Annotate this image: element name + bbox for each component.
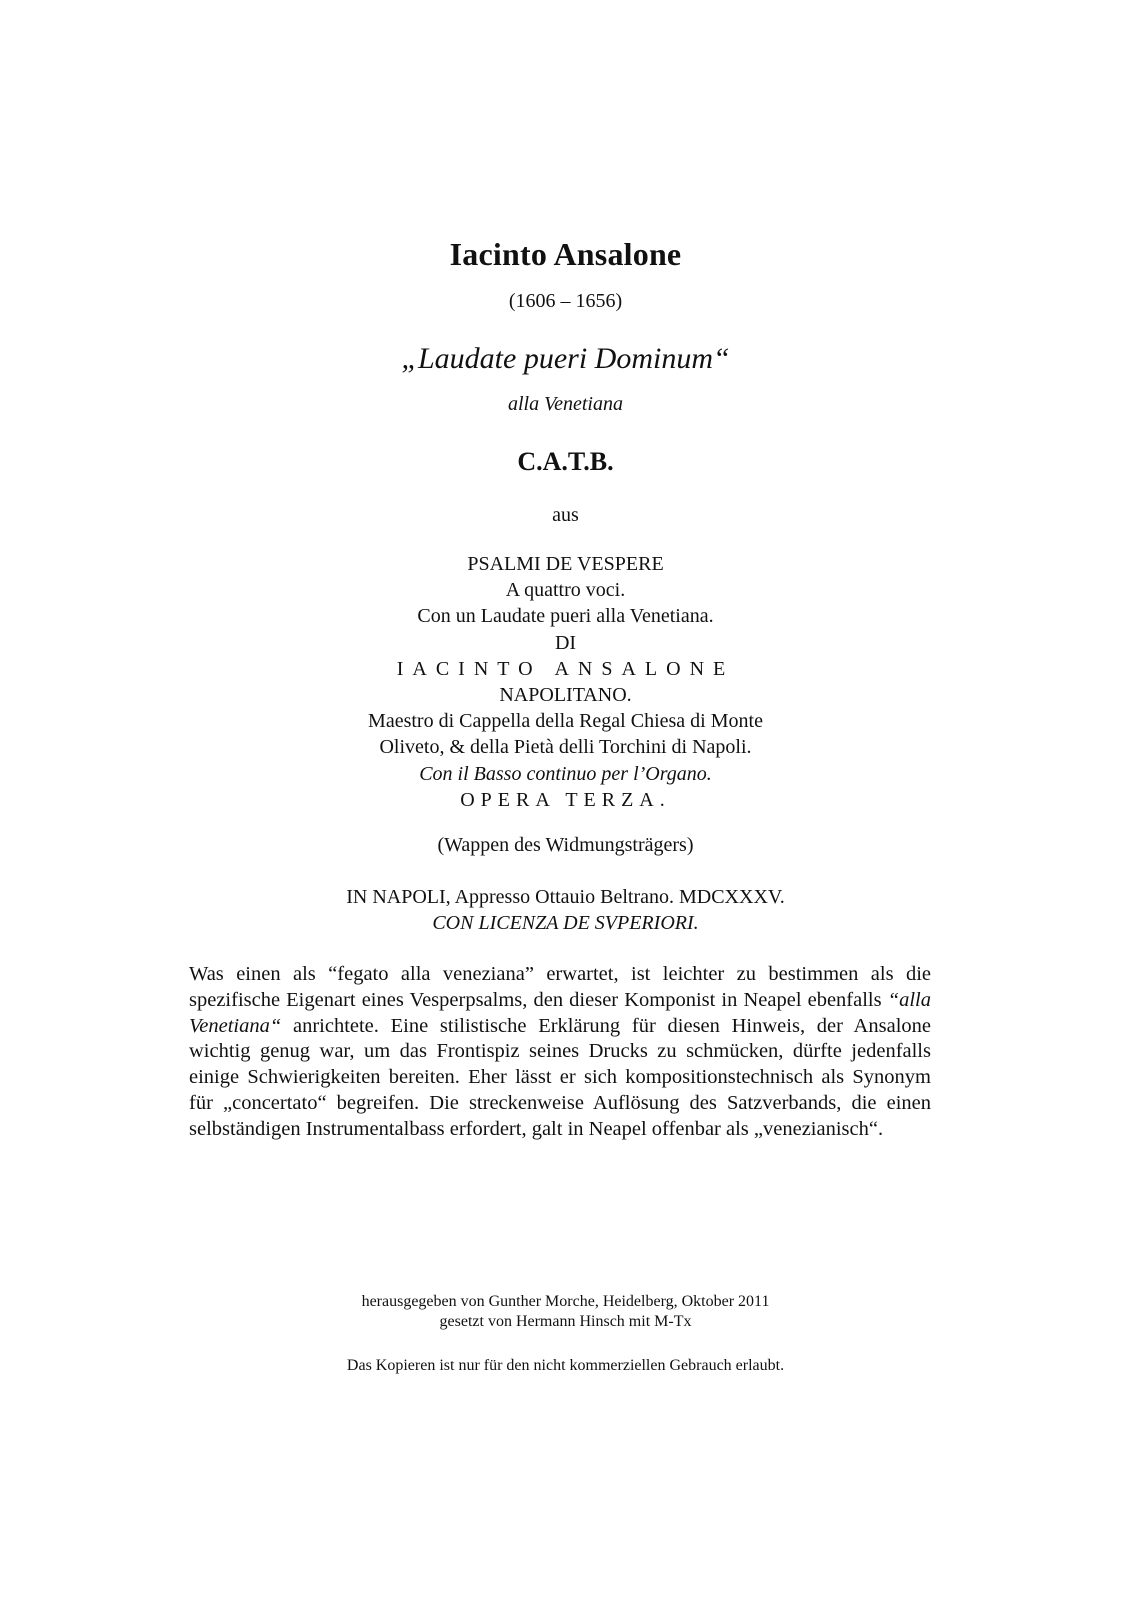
work-subtitle: alla Venetiana (508, 393, 623, 415)
commentary-paragraph (189, 962, 931, 1143)
frontispiece-title: PSALMI DE VESPERE (467, 553, 664, 575)
frontispiece-voices: A quattro voci. (505, 579, 626, 602)
typesetter-credit: gesetzt von Hermann Hinsch mit M-Tx (439, 1313, 692, 1330)
frontispiece-di: DI (554, 631, 577, 654)
frontispiece-position-1: Maestro di Cappella della Regal Chiesa di Monte (368, 710, 763, 733)
voicing: C.A.T.B. (517, 447, 614, 476)
frontispiece-opus: OPERA TERZA. (460, 788, 671, 811)
frontispiece-position-2: Oliveto, & della Pietà delli Torchini di Napoli. (379, 736, 752, 759)
frontispiece-transcription (0, 551, 1131, 813)
frontispiece-origin: NAPOLITANO. (499, 684, 632, 707)
imprint-publisher: IN NAPOLI, Appresso Ottauio Beltrano. MDCXXXV. (346, 886, 785, 908)
source-intro: aus (552, 504, 579, 526)
composer-dates: (1606 – 1656) (508, 290, 623, 312)
coat-of-arms-note: (Wappen des Widmungsträgers) (437, 834, 694, 856)
editor-credit: herausgegeben von Gunther Morche, Heidelberg, Oktober 2011 (361, 1293, 770, 1310)
commentary-text-2: anrichtete. Eine stilistische Erklärung für diesen Hinweis, der Ansalone wichtig genug war, um das Frontispiz seines Drucks zu schmücken, dürfte jedenfalls einige Schwierigkeiten bereiten. Eher lässt er sich kompositionstechnisch als Synonym für „concertato“ begreifen. Die streckenweise Auflösung des Satzverbands, die einen selbständigen Instrumentalbass erfordert, galt in Neapel offenbar als „venezianisch“. (189, 1014, 931, 1140)
credits (0, 1292, 1131, 1332)
frontispiece-composer: IACINTO ANSALONE (396, 657, 735, 680)
imprint-license: CON LICENZA DE SVPERIORI. (432, 912, 699, 934)
commentary-text-1: Was einen als “fegato alla veneziana” erwartet, ist leichter zu bestimmen als die spezifische Eigenart eines Vesperpsalms, den dieser Komponist in Neapel ebenfalls (189, 963, 931, 1011)
imprint (0, 884, 1131, 936)
composer-name: Iacinto Ansalone (449, 236, 682, 272)
commentary-emphasis: “alla Venetiana“ (189, 988, 931, 1037)
copy-notice: Das Kopieren ist nur für den nicht kommerziellen Gebrauch erlaubt. (346, 1357, 785, 1374)
frontispiece-continuo: Con il Basso continuo per l’Organo. (419, 762, 712, 785)
frontispiece-contents: Con un Laudate pueri alla Venetiana. (417, 605, 714, 628)
work-title: „Laudate pueri Dominum“ (401, 342, 730, 375)
